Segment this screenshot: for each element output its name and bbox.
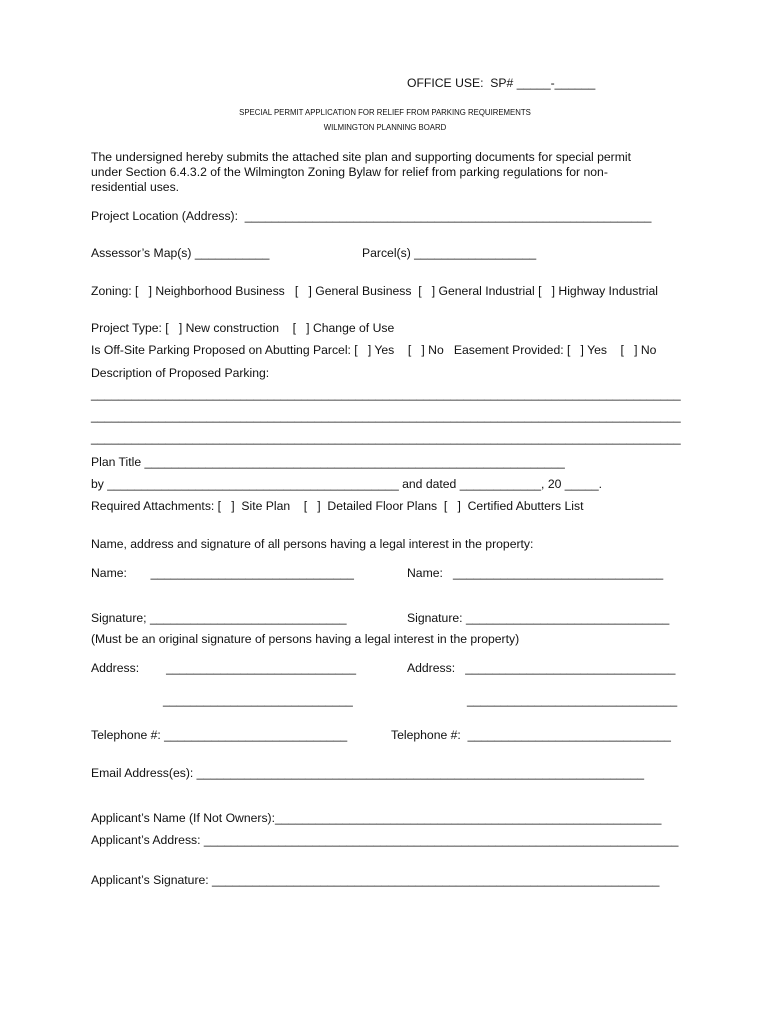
project-type-checkboxes[interactable]: Project Type: [ ] New construction [ ] Change of Use [91,321,395,335]
email-field[interactable]: Email Address(es): __________________________________________________________________ [91,766,645,780]
signature-note: (Must be an original signature of persons having a legal interest in the property) [91,632,520,646]
parcels-field[interactable]: Parcel(s) __________________ [362,246,537,260]
owner-address-line2-left[interactable]: ____________________________ [163,693,353,707]
owner-signature-field-right[interactable]: Signature: ______________________________ [407,611,670,625]
required-attachments-checkboxes[interactable]: Required Attachments: [ ] Site Plan [ ] Detailed Floor Plans [ ] Certified Abutters List [91,499,584,513]
description-line-2[interactable]: _______________________________________________________________________________________ [91,409,681,423]
form-subtitle: WILMINGTON PLANNING BOARD [323,123,447,132]
office-use-line: OFFICE USE: SP# _____-______ [407,76,596,90]
owner-signature-field-left[interactable]: Signature; _____________________________ [91,611,347,625]
description-line-1[interactable]: _______________________________________________________________________________________ [91,387,681,401]
intro-line-1: The undersigned hereby submits the attached site plan and supporting documents for special permit [91,150,631,164]
plan-by-dated-field[interactable]: by ___________________________________________ and dated ____________, 20 _____. [91,477,603,491]
intro-line-3: residential uses. [91,180,180,194]
applicant-signature-field[interactable]: Applicant’s Signature: __________________________________________________________________ [91,873,660,887]
owner-name-field-left[interactable]: Name: ______________________________ [91,566,354,580]
project-location-field[interactable]: Project Location (Address): ____________________________________________________________ [91,209,652,223]
telephone-field-left[interactable]: Telephone #: ___________________________ [91,728,348,742]
applicant-address-field[interactable]: Applicant’s Address: ______________________________________________________________________ [91,833,679,847]
owner-name-field-right[interactable]: Name: _______________________________ [407,566,664,580]
owner-address-field-left[interactable]: Address: ____________________________ [91,661,356,675]
owner-address-line2-right[interactable]: _______________________________ [467,693,678,707]
applicant-name-field[interactable]: Applicant’s Name (If Not Owners):_________________________________________________________ [91,811,662,825]
description-label: Description of Proposed Parking: [91,366,270,380]
owner-address-field-right[interactable]: Address: _______________________________ [407,661,676,675]
plan-title-field[interactable]: Plan Title ______________________________________________________________ [91,455,565,469]
form-title: SPECIAL PERMIT APPLICATION FOR RELIEF FROM PARKING REQUIREMENTS [239,108,531,117]
telephone-field-right[interactable]: Telephone #: ______________________________ [391,728,671,742]
assessors-map-field[interactable]: Assessor’s Map(s) ___________ [91,246,270,260]
legal-interest-heading: Name, address and signature of all persons having a legal interest in the property: [91,537,534,551]
intro-line-2: under Section 6.4.3.2 of the Wilmington Zoning Bylaw for relief from parking regulations for non- [91,165,608,179]
description-line-3[interactable]: _______________________________________________________________________________________ [91,431,681,445]
offsite-parking-checkboxes[interactable]: Is Off-Site Parking Proposed on Abutting Parcel: [ ] Yes [ ] No Easement Provided: [ ] Yes [ ] No [91,343,657,357]
zoning-checkboxes[interactable]: Zoning: [ ] Neighborhood Business [ ] General Business [ ] General Industrial [ ] Highway Industrial [91,284,658,298]
